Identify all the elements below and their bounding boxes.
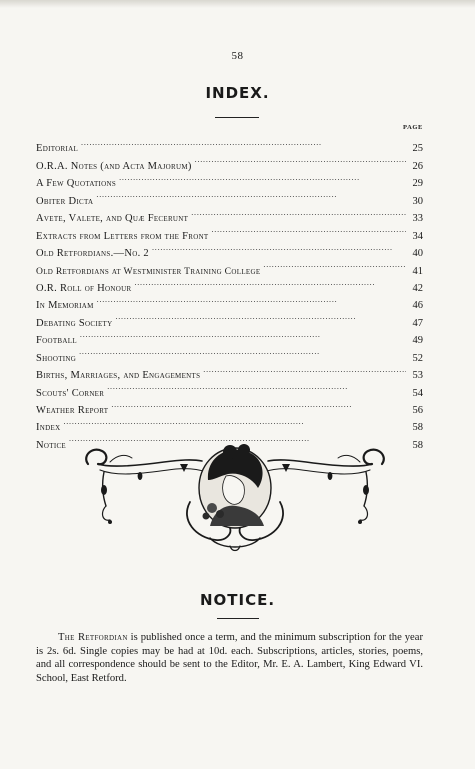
index-entry-page: 49	[412, 335, 423, 347]
page-number: 58	[231, 50, 244, 62]
index-entry-page: 52	[412, 352, 423, 364]
index-entry-title: Births, Marriages, and Engagements	[36, 370, 201, 382]
index-entry-title: Index	[36, 422, 61, 434]
dot-leader	[81, 134, 406, 151]
index-entry-page: 54	[412, 387, 423, 399]
index-entry-page: 29	[412, 178, 423, 190]
index-entry-page: 30	[412, 195, 423, 207]
index-entry-title: O.R. Roll of Honour	[36, 282, 132, 294]
index-entry-title: In Memoriam	[36, 300, 94, 312]
index-entry-page: 34	[412, 230, 423, 242]
dot-leader	[111, 396, 406, 413]
index-entry-title: Shooting	[36, 352, 77, 364]
notice-title-rule	[217, 618, 259, 619]
index-entry-title: Extracts from Letters from the Front	[36, 230, 209, 242]
index-entry-title: Football	[36, 335, 77, 347]
index-entry	[36, 343, 423, 364]
index-entry-title: Old Retfordians.—No. 2	[36, 248, 149, 260]
page-edge	[0, 0, 475, 8]
index-entry	[36, 134, 423, 155]
dot-leader	[263, 256, 406, 273]
index-title-rule	[215, 117, 259, 118]
index-entry-page: 47	[412, 317, 423, 329]
dot-leader	[134, 274, 406, 291]
index-entry-title: O.R.A. Notes (and Acta Majorum)	[36, 160, 192, 172]
index-entry-page: 58	[412, 422, 423, 434]
index-entry-page: 53	[412, 370, 423, 382]
index-entry	[36, 151, 423, 172]
index-entry-page: 41	[412, 265, 423, 277]
index-entry	[36, 361, 423, 382]
index-list	[36, 134, 423, 451]
dot-leader	[97, 291, 406, 308]
right-scroll	[364, 450, 384, 465]
dot-leader	[119, 169, 406, 186]
dot-leader	[115, 308, 406, 325]
index-entry-page: 25	[412, 143, 423, 155]
notice-title: NOTICE.	[199, 591, 276, 609]
index-entry-page: 56	[412, 405, 423, 416]
index-entry-title: Obiter Dicta	[36, 195, 94, 207]
index-entry-page: 42	[412, 282, 423, 294]
notice-paragraph	[36, 631, 423, 685]
dot-leader	[79, 343, 406, 360]
index-entry-title: Old Retfordians at Westminister Training College	[36, 265, 261, 277]
index-entry-title: A Few Quotations	[36, 178, 117, 190]
dot-leader	[107, 378, 406, 395]
dot-leader	[203, 361, 406, 378]
dot-leader	[191, 204, 406, 221]
index-entry-title: Scouts' Corner	[36, 387, 105, 399]
index-entry	[36, 326, 423, 347]
index-entry-page: 33	[412, 213, 423, 225]
left-scroll	[86, 450, 106, 465]
index-entry-title: Avete, Valete, and Quæ Fecerunt	[36, 213, 189, 225]
portrait-medallion	[199, 444, 271, 528]
publication-name: The Retfordian	[58, 632, 128, 643]
dot-leader	[212, 221, 407, 238]
dot-leader	[96, 186, 406, 203]
index-entry	[36, 204, 423, 225]
index-entry-page: 58	[412, 439, 423, 451]
dot-leader	[63, 413, 406, 430]
index-entry-page: 46	[412, 300, 423, 312]
notice-body-text: is published once a term, and the minimum subscription for the year is 2s. 6d. Single copies may be had at 10d. each. Subscriptions, articles, stories, poems, and all correspondence should be sent to the Editor, Mr. E. A. Lambert, King Edward VI. School, East Retford.	[36, 632, 423, 684]
index-title: INDEX.	[205, 84, 270, 102]
dot-leader	[195, 151, 406, 168]
index-entry-page: 40	[412, 248, 423, 260]
index-entry-title: Editorial	[36, 143, 79, 155]
index-entry-title: Debating Society	[36, 317, 113, 329]
index-entry	[36, 413, 423, 434]
index-entry-title: Notice	[36, 439, 66, 451]
page-column-label: PAGE	[403, 124, 423, 131]
dot-leader	[152, 239, 406, 256]
art-nouveau-ornament	[80, 442, 390, 554]
index-entry	[36, 308, 423, 329]
index-entry-title: Weather Report	[36, 405, 109, 416]
dot-leader	[80, 326, 406, 343]
index-entry-page: 26	[412, 160, 423, 172]
